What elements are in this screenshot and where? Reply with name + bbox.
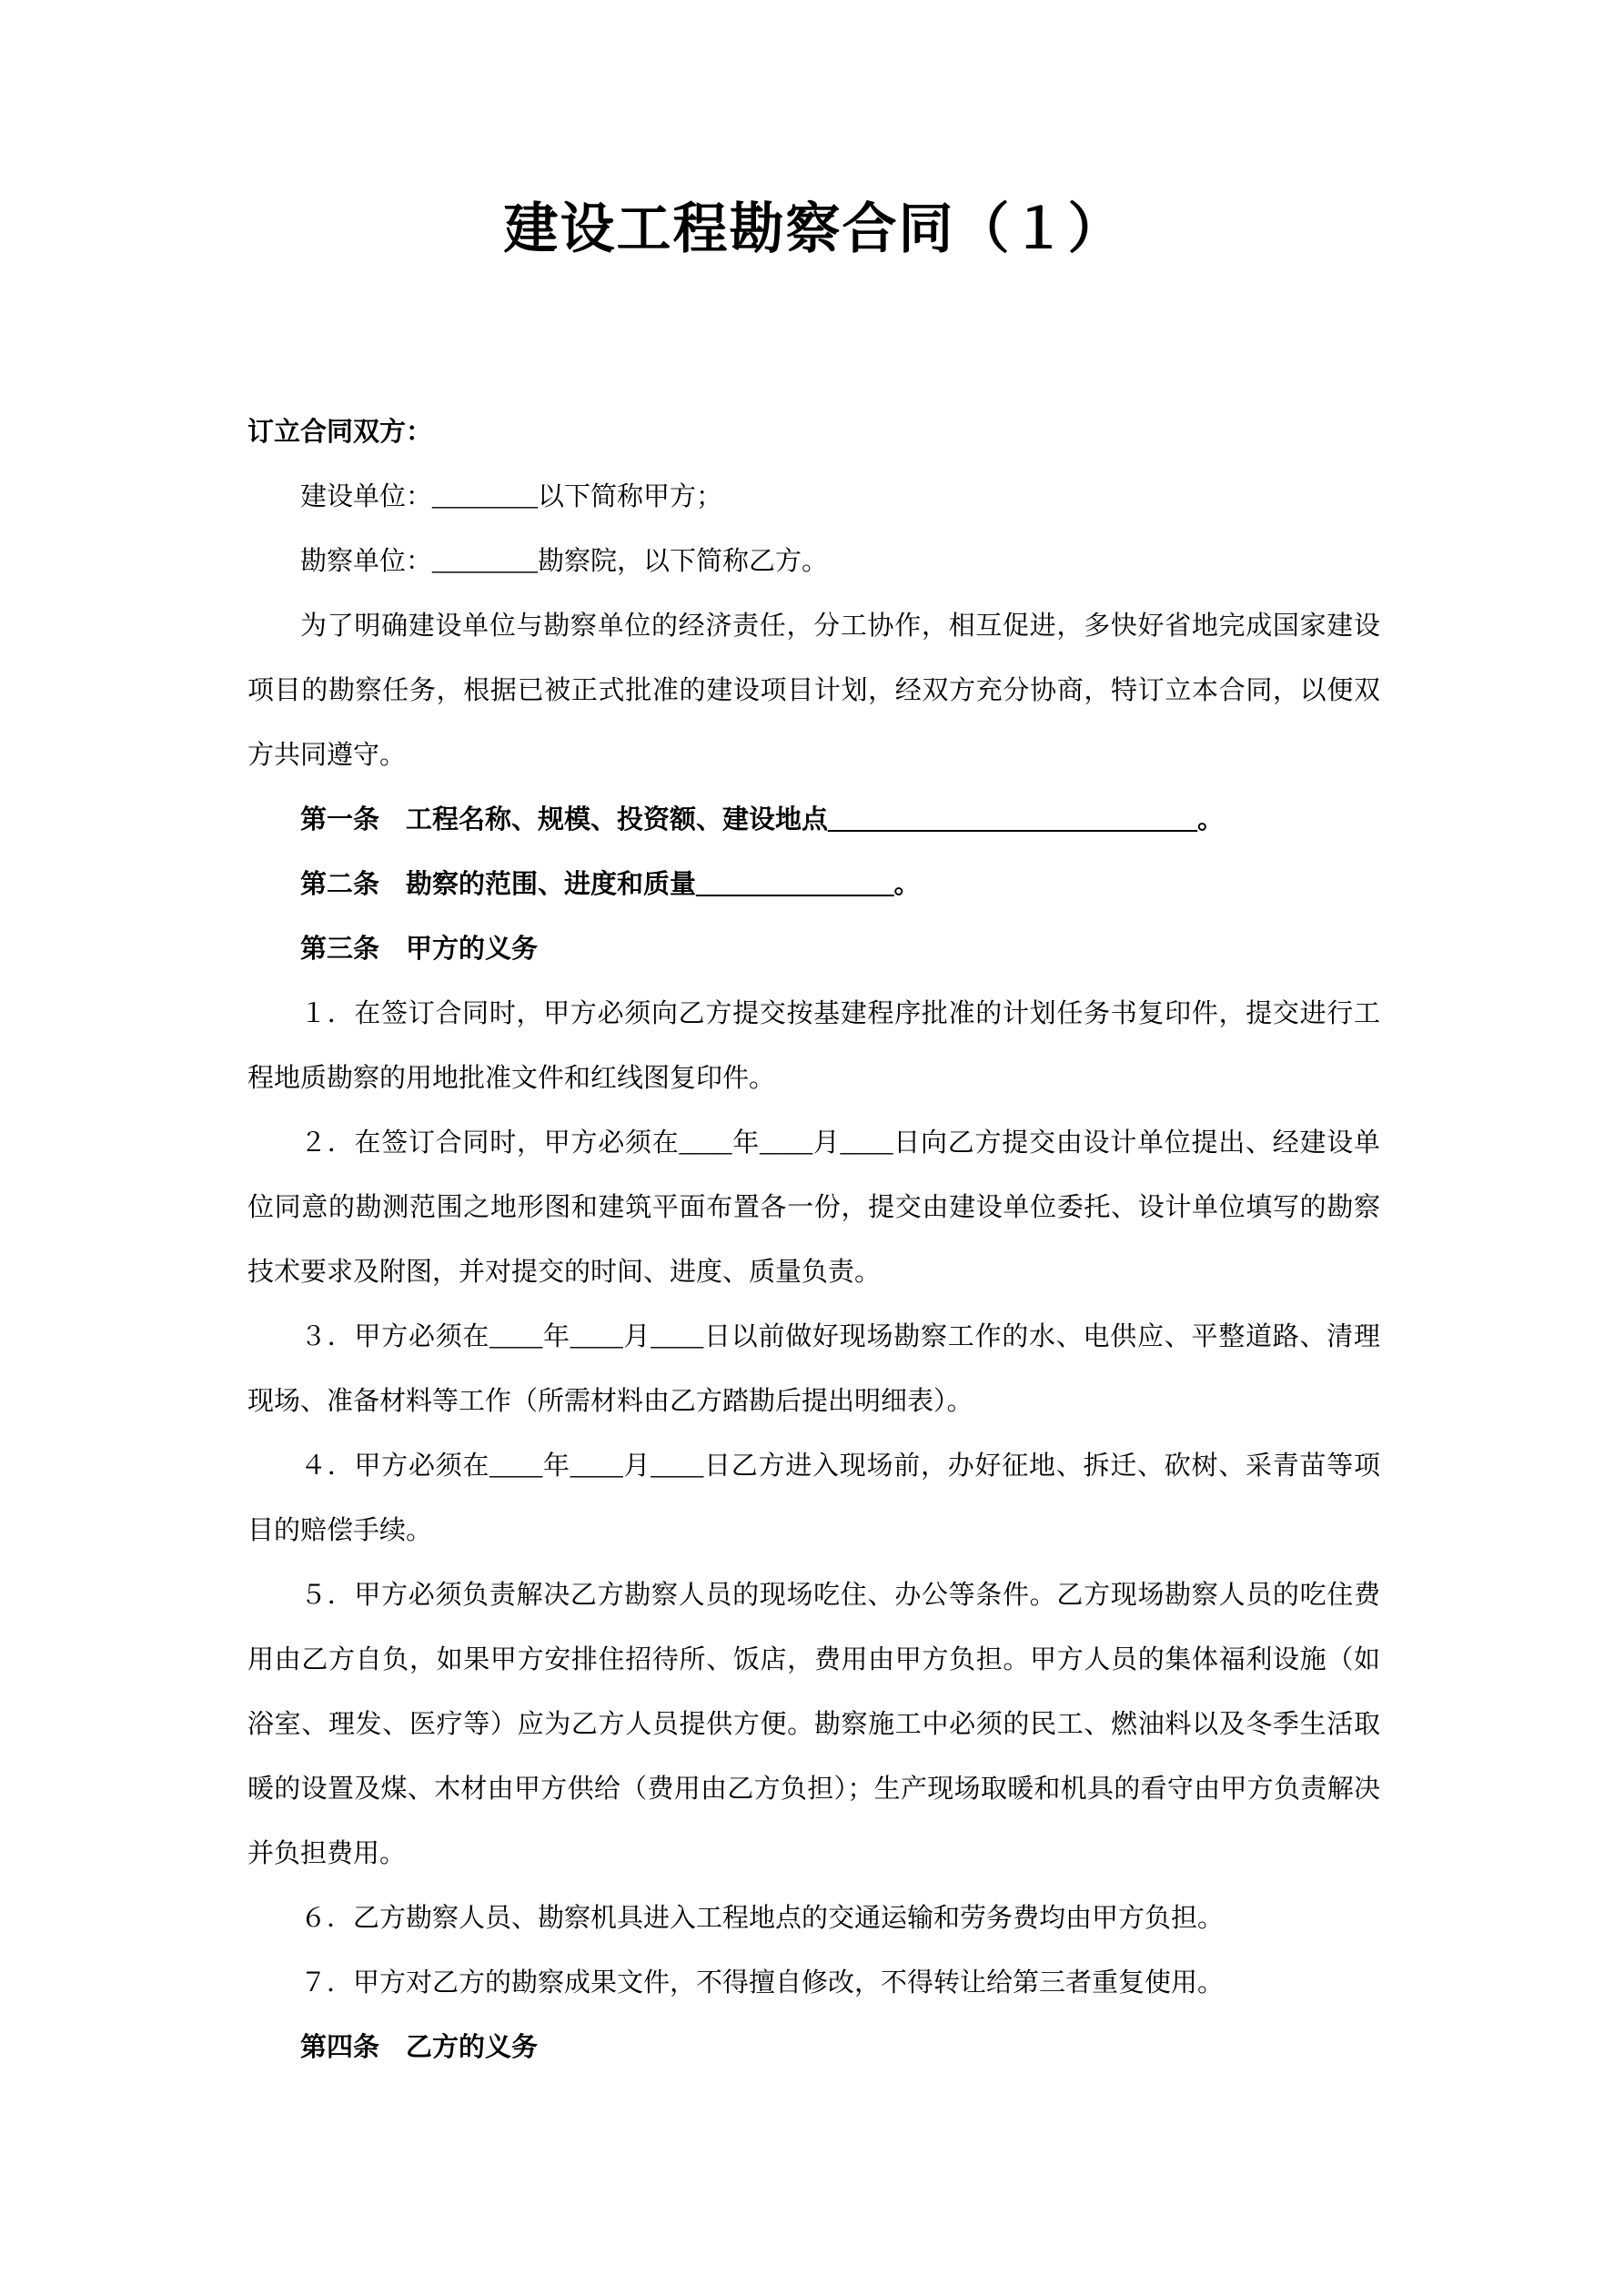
article-1-heading: 第一条 工程名称、规模、投资额、建设地点____________________________。 <box>300 805 1225 834</box>
article-3-item-1: １．在签订合同时，甲方必须向乙方提交按基建程序批准的计划任务书复印件，提交进行工程地质勘察的用地批准文件和红线图复印件。 <box>247 999 1380 1093</box>
article-3-item-3: ３．甲方必须在____年____月____日以前做好现场勘察工作的水、电供应、平整道路、清理现场、准备材料等工作（所需材料由乙方踏勘后提出明细表）。 <box>247 1322 1380 1416</box>
article-4-heading: 第四条 乙方的义务 <box>300 2033 539 2062</box>
contract-title <box>247 196 1380 264</box>
article-3-heading: 第三条 甲方的义务 <box>300 935 539 964</box>
article-3-item-4: ４．甲方必须在____年____月____日乙方进入现场前，办好征地、拆迁、砍树、采青苗等项目的赔偿手续。 <box>247 1451 1380 1545</box>
party-a-line: 建设单位：________以下简称甲方； <box>300 482 723 511</box>
article-3-item-7: ７．甲方对乙方的勘察成果文件，不得擅自修改，不得转让给第三者重复使用。 <box>300 1968 1225 1998</box>
article-3-item-6: ６．乙方勘察人员、勘察机具进入工程地点的交通运输和劳务费均由甲方负担。 <box>300 1904 1225 1933</box>
contract-title-text: 建设工程勘察合同（１） <box>503 199 1125 259</box>
article-2-heading: 第二条 勘察的范围、进度和质量_______________。 <box>300 870 921 899</box>
parties-heading: 订立合同双方： <box>247 418 433 447</box>
article-3-item-5: ５．甲方必须负责解决乙方勘察人员的现场吃住、办公等条件。乙方现场勘察人员的吃住费用由乙方自负，如果甲方安排住招待所、饭店，费用由甲方负担。甲方人员的集体福利设施（如浴室、理发、医疗等）应为乙方人员提供方便。勘察施工中必须的民工、燃油料以及冬季生活取暖的设置及煤、木材由甲方供给（费用由乙方负担）；生产现场取暖和机具的看守由甲方负责解决并负担费用。 <box>247 1581 1380 1868</box>
preamble-paragraph: 为了明确建设单位与勘察单位的经济责任，分工协作，相互促进，多快好省地完成国家建设项目的勘察任务，根据已被正式批准的建设项目计划，经双方充分协商，特订立本合同，以便双方共同遵守。 <box>247 612 1380 770</box>
party-b-line: 勘察单位：________勘察院，以下简称乙方。 <box>300 547 829 576</box>
article-3-item-2: ２．在签订合同时，甲方必须在____年____月____日向乙方提交由设计单位提出、经建设单位同意的勘测范围之地形图和建筑平面布置各一份，提交由建设单位委托、设计单位填写的勘察技术要求及附图，并对提交的时间、进度、质量负责。 <box>247 1128 1380 1287</box>
contract-body <box>247 400 1380 2080</box>
